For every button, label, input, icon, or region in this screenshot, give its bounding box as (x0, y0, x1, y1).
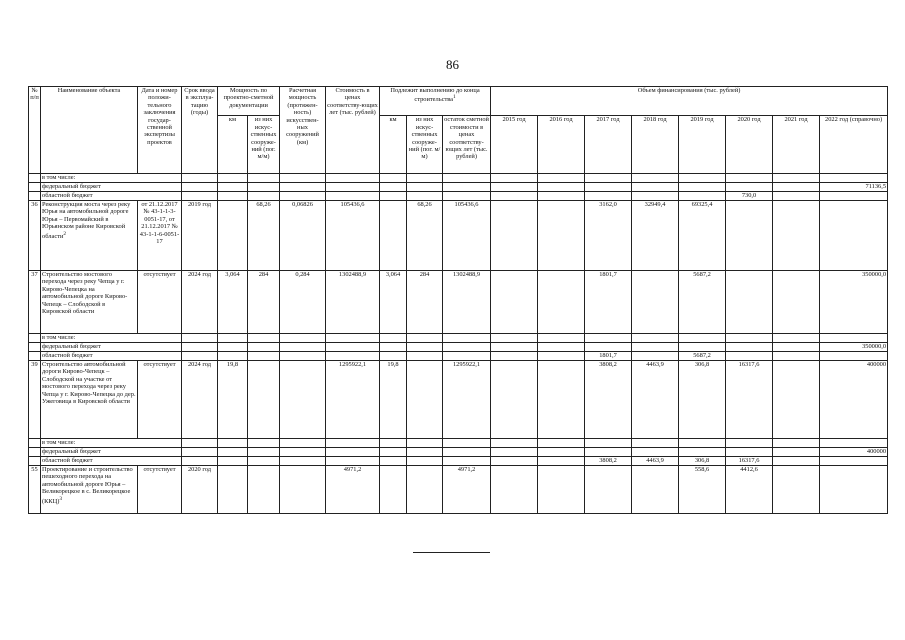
col-year-header: 2022 год (справочно) (820, 116, 888, 174)
col-num-header: № п/п (29, 87, 41, 174)
col-year-header: 2021 год (773, 116, 820, 174)
header-row-1 (29, 87, 888, 116)
including-row: в том числе: (29, 174, 888, 183)
federal-row: федеральный бюджет 400000 (29, 448, 888, 457)
footnote-separator (413, 552, 490, 553)
table-row: 39 Строительство автомобильной дороги Кирово-Чепецк – Слободской на участке от мостового перехода через реку Чепца у г. Кирово-Чепецка до дер. Ужеговица в Кировской области отсутствует 2024 год 19,8 1295922,1 19,8 1295922,1 3808,2 4463,9 306,8 16317,6 400000 (29, 361, 888, 439)
federal-row: федеральный бюджет 71136,5 (29, 183, 888, 192)
federal-row: федеральный бюджет 350000,0 (29, 343, 888, 352)
col-calc-header: Расчетная мощность (протяжен-ность) искусствен-ных сооружений (км) (280, 87, 326, 174)
col-year-header: 2020 год (726, 116, 773, 174)
col-todo-km-header: км (380, 116, 407, 174)
table-row: 37 Строительство мостового перехода через реку Чепца у г. Кирово-Чепецка на автомобильной дороге Кирово-Чепецк – Слободской в Кировской области отсутствует 2024 год 3,064 284 0,284 1302488,9 3,064 284 1302488,9 1801,7 5687,2 350000,0 (29, 271, 888, 334)
regional-row: областной бюджет 1801,7 5687,2 (29, 352, 888, 361)
col-year-header: 2018 год (632, 116, 679, 174)
including-row: в том числе: (29, 334, 888, 343)
table-row: 55 Проектирование и строительство пешеходного перехода на автомобильной дороге Юрья – Великорецкое в с. Великорецкое (ККЦ)$^3$ отсутствует 2020 год 4971,2 4971,2 558,6 4412,6 (29, 466, 888, 514)
regional-row: областной бюджет 730,0 (29, 192, 888, 201)
col-todo-art-header: из них искус-ственных сооруже-ний (пог. м/м) (407, 116, 443, 174)
investment-table (28, 86, 888, 514)
col-cost-header: Стоимость в ценах соответству-ющих лет (тыс. рублей) (326, 87, 380, 174)
col-date-header: Дата и номер положи-тельного заключения государ-ственной экспертизы проектов (138, 87, 182, 174)
col-year-header: 2019 год (679, 116, 726, 174)
col-capacity-header: Мощность по проектно-сметной документации (218, 87, 280, 116)
including-row: в том числе: (29, 439, 888, 448)
col-term-header: Срок ввода в эксплуа-тацию (годы) (182, 87, 218, 174)
col-todo-header: Подлежит выполнению до конца строительства$^1$ (380, 87, 491, 116)
col-cap-km-header: км (218, 116, 248, 174)
col-year-header: 2015 год (491, 116, 538, 174)
regional-row: областной бюджет 3808,2 4463,9 306,8 16317,6 (29, 457, 888, 466)
col-name-header: Наименование объекта (41, 87, 138, 174)
page-number: 86 (446, 57, 459, 72)
col-finance-header: Объем финансирования (тыс. рублей) (491, 87, 888, 116)
table-row: 36 Реконструкция моста через реку Юрья на автомобильной дороге Юрья – Первомайский в Юрьянском районе Кировской области$^2$ от 21.12.2017 № 43-1-1-3-0051-17, от 21.12.2017 № 43-1-1-6-0051-17 2019 год 68,26 0,06826 105436,6 68,26 105436,6 3162,0 32949,4 69325,4 (29, 201, 888, 271)
col-year-header: 2016 год (538, 116, 585, 174)
col-todo-rest-header: остаток сметной стоимости в ценах соответству-ющих лет (тыс. рублей) (443, 116, 491, 174)
col-cap-art-header: из них искус-ственных сооруже-ний (пог. м/м) (248, 116, 280, 174)
col-year-header: 2017 год (585, 116, 632, 174)
